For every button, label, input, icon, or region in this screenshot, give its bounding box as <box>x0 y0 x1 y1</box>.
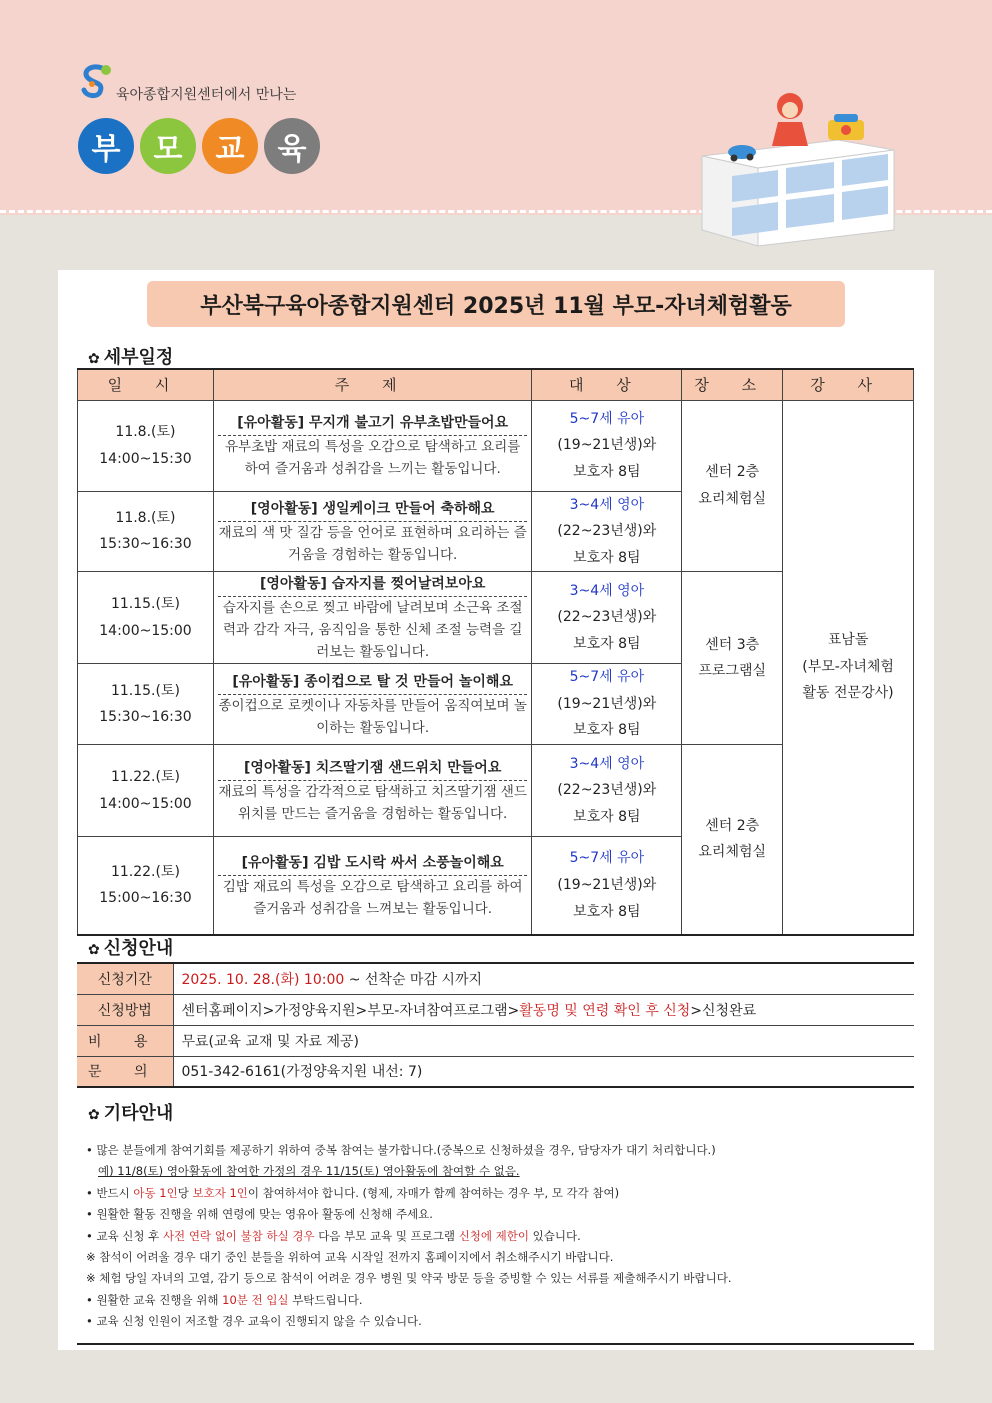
target-birth: (22~23년생)와 <box>557 523 657 540</box>
topic-description: 김밥 재료의 특성을 오감으로 탐색하고 요리를 하여 즐거움과 성취감을 느껴보는 활동입니다. <box>222 878 523 917</box>
topic-description: 종이컵으로 로켓이나 자동차를 만들어 움직여보며 놀이하는 활동입니다. <box>218 697 527 736</box>
note-highlight: 신청에 제한이 <box>458 1228 529 1243</box>
topic-description: 유부초밥 재료의 특성을 오감으로 탐색하고 요리를 하여 즐거움과 성취감을 느끼는 활동입니다. <box>225 439 521 477</box>
title-circle-1: 부 <box>78 118 134 174</box>
period-value <box>173 963 914 994</box>
time-text: 14:00~15:00 <box>99 622 192 639</box>
date-cell <box>78 745 214 837</box>
place-line2: 요리체험실 <box>698 490 767 507</box>
bottom-divider <box>77 1343 914 1345</box>
target-count: 보호자 8팀 <box>573 903 641 920</box>
topic-cell <box>213 400 532 491</box>
method-path: 센터홈페이지>가정양육지원>부모-자녀참여프로그램> <box>181 1002 520 1019</box>
title-circle-4: 육 <box>264 118 320 174</box>
section-heading-schedule <box>88 343 173 369</box>
topic-cell <box>213 664 532 745</box>
center-logo-icon <box>80 62 114 100</box>
note-item <box>86 1183 916 1204</box>
instructor-name: 표남돌 <box>827 632 869 649</box>
flower-icon: ✿ <box>88 1107 100 1123</box>
header-date: 일 시 <box>78 369 214 400</box>
place-line2: 요리체험실 <box>698 844 767 861</box>
note-text: • 반드시 <box>86 1185 134 1200</box>
note-item <box>86 1226 916 1247</box>
date-text: 11.15.(토) <box>110 596 180 613</box>
note-item: • 원활한 활동 진행을 위해 연령에 맞는 영유아 활동에 신청해 주세요. <box>86 1207 433 1222</box>
toy-shelf-illustration-icon <box>698 90 898 250</box>
target-count: 보호자 8팀 <box>573 636 641 653</box>
note-text: • 원활한 교육 진행을 위해 <box>86 1292 223 1307</box>
place-line1: 센터 3층 <box>705 636 760 653</box>
topic-cell <box>213 491 532 572</box>
header-target: 대 상 <box>532 369 682 400</box>
time-text: 15:30~16:30 <box>99 536 192 553</box>
note-highlight: 아동 1인 <box>133 1185 178 1200</box>
target-cell <box>532 572 682 664</box>
topic-title: [영아활동] 습자지를 찢어날려보아요 <box>218 572 528 597</box>
target-cell <box>532 664 682 745</box>
time-text: 14:00~15:00 <box>99 795 192 812</box>
title-circle-3: 교 <box>202 118 258 174</box>
instructor-role: (부모-자녀체험 <box>802 658 894 675</box>
place-cell <box>682 572 783 745</box>
note-text: 있습니다. <box>529 1228 581 1243</box>
header-instructor: 강 사 <box>783 369 914 400</box>
method-end: >신청완료 <box>690 1002 757 1019</box>
note-item: • 많은 분들에게 참여기회를 제공하기 위하여 중복 참여는 불가합니다.(중복으로 신청하셨을 경우, 담당자가 대기 처리합니다.) <box>86 1143 716 1157</box>
table-row <box>77 963 914 994</box>
date-cell <box>78 664 214 745</box>
section-title: 세부일정 <box>103 347 174 368</box>
header-tagline: 육아종합지원센터에서 만나는 <box>116 87 297 103</box>
table-header-row <box>78 369 914 400</box>
date-text: 11.22.(토) <box>110 768 180 785</box>
target-cell <box>532 837 682 935</box>
date-cell <box>78 400 214 491</box>
date-text: 11.8.(토) <box>115 509 176 526</box>
note-text: 당 <box>177 1185 193 1200</box>
table-row <box>78 400 914 491</box>
page-title: 부산북구육아종합지원센터 2025년 11월 부모-자녀체험활동 <box>147 281 845 327</box>
target-birth: (19~21년생)와 <box>557 877 657 894</box>
note-item: 예) 11/8(토) 영아활동에 참여한 가정의 경우 11/15(토) 영아활동에 참여할 수 없음. <box>98 1164 520 1179</box>
note-item: ※ 체험 당일 자녀의 고열, 감기 등으로 참석이 어려운 경우 병원 및 약국 방문 등을 증빙할 수 있는 서류를 제출해주시기 바랍니다. <box>86 1271 732 1286</box>
place-line1: 센터 2층 <box>705 464 760 481</box>
section-title: 신청안내 <box>103 938 174 959</box>
instructor-cell <box>783 400 914 935</box>
topic-title: [유아활동] 김밥 도시락 싸서 소풍놀이해요 <box>218 851 528 876</box>
target-age: 3~4세 영아 <box>569 582 645 599</box>
section-heading-application <box>88 934 173 960</box>
place-line1: 센터 2층 <box>705 817 760 834</box>
target-birth: (19~21년생)와 <box>557 437 657 454</box>
topic-description: 재료의 특성을 감각적으로 탐색하고 치즈딸기잼 샌드위치를 만드는 즐거움을 경험하는 활동입니다. <box>218 784 527 823</box>
target-age: 5~7세 유아 <box>569 410 645 427</box>
note-highlight: 보호자 1인 <box>192 1185 248 1200</box>
target-cell <box>532 491 682 572</box>
date-cell <box>78 572 214 664</box>
topic-cell <box>213 745 532 837</box>
period-date: 2025. 10. 28.(화) 10:00 <box>181 971 345 988</box>
method-label: 신청방법 <box>77 994 173 1025</box>
cost-value: 무료(교육 교재 및 자료 제공) <box>173 1025 914 1056</box>
note-item: • 교육 신청 인원이 저조할 경우 교육이 진행되지 않을 수 있습니다. <box>86 1314 422 1329</box>
target-age: 3~4세 영아 <box>569 496 645 513</box>
method-highlight: 활동명 및 연령 확인 후 신청 <box>519 1002 691 1019</box>
contact-label: 문 의 <box>77 1056 173 1087</box>
note-text: • 교육 신청 후 <box>86 1228 163 1243</box>
topic-title: [영아활동] 치즈딸기잼 샌드위치 만들어요 <box>218 756 528 781</box>
target-cell <box>532 745 682 837</box>
title-circle-2: 모 <box>140 118 196 174</box>
target-age: 5~7세 유아 <box>569 850 645 867</box>
topic-cell <box>213 837 532 935</box>
schedule-table <box>77 368 914 936</box>
target-birth: (19~21년생)와 <box>557 695 657 712</box>
time-text: 15:30~16:30 <box>99 709 192 726</box>
place-cell <box>682 400 783 572</box>
date-cell <box>78 837 214 935</box>
target-count: 보호자 8팀 <box>573 463 641 480</box>
place-line2: 프로그램실 <box>698 663 767 680</box>
topic-description: 재료의 색 맛 질감 등을 언어로 표현하며 요리하는 즐거움을 경험하는 활동입니다. <box>218 524 527 563</box>
date-text: 11.15.(토) <box>110 682 180 699</box>
place-cell <box>682 745 783 935</box>
cost-label: 비 용 <box>77 1025 173 1056</box>
note-item <box>86 1290 916 1311</box>
application-table <box>77 962 914 1088</box>
target-count: 보호자 8팀 <box>573 808 641 825</box>
contact-value: 051-342-6161(가정양육지원 내선: 7) <box>173 1056 914 1087</box>
table-row <box>77 994 914 1025</box>
method-value <box>173 994 914 1025</box>
note-item: ※ 참석이 어려울 경우 대기 중인 분들을 위하여 교육 시작일 전까지 홈페이지에서 취소해주시기 바랍니다. <box>86 1250 614 1265</box>
topic-title: [유아활동] 무지개 불고기 유부초밥만들어요 <box>218 411 528 436</box>
topic-description: 습자지를 손으로 찢고 바람에 날려보며 소근육 조절력과 감각 자극, 움직임을 통한 신체 조절 능력을 길러보는 활동입니다. <box>222 600 523 661</box>
note-text: 다음 부모 교육 및 프로그램 <box>314 1228 459 1243</box>
section-heading-notes <box>88 1099 173 1125</box>
target-age: 5~7세 유아 <box>569 669 645 686</box>
topic-title: [유아활동] 종이컵으로 탈 것 만들어 놀이해요 <box>218 670 528 695</box>
date-cell <box>78 491 214 572</box>
note-highlight: 사전 연락 없이 불참 하실 경우 <box>162 1228 315 1243</box>
note-text: 이 참여하셔야 합니다. (형제, 자매가 함께 참여하는 경우 부, 모 각각 참여) <box>247 1185 620 1200</box>
target-birth: (22~23년생)와 <box>557 609 657 626</box>
table-row <box>77 1056 914 1087</box>
period-label: 신청기간 <box>77 963 173 994</box>
date-text: 11.8.(토) <box>115 423 176 440</box>
table-row <box>77 1025 914 1056</box>
notes-list <box>86 1140 916 1333</box>
target-cell <box>532 400 682 491</box>
note-text: 부탁드립니다. <box>288 1292 363 1307</box>
topic-cell <box>213 572 532 664</box>
header-topic: 주 제 <box>213 369 532 400</box>
time-text: 14:00~15:30 <box>99 450 192 467</box>
header-place: 장 소 <box>682 369 783 400</box>
time-text: 15:00~16:30 <box>99 890 192 907</box>
instructor-role: 활동 전문강사) <box>802 685 894 702</box>
target-count: 보호자 8팀 <box>573 722 641 739</box>
period-rest: ~ 선착순 마감 시까지 <box>344 971 482 988</box>
target-count: 보호자 8팀 <box>573 549 641 566</box>
topic-title: [영아활동] 생일케이크 만들어 축하해요 <box>218 497 528 522</box>
flower-icon: ✿ <box>88 942 100 958</box>
date-text: 11.22.(토) <box>110 863 180 880</box>
note-highlight: 10분 전 입실 <box>222 1292 289 1307</box>
target-birth: (22~23년생)와 <box>557 782 657 799</box>
target-age: 3~4세 영아 <box>569 755 645 772</box>
flower-icon: ✿ <box>88 351 100 367</box>
section-title: 기타안내 <box>103 1103 174 1124</box>
